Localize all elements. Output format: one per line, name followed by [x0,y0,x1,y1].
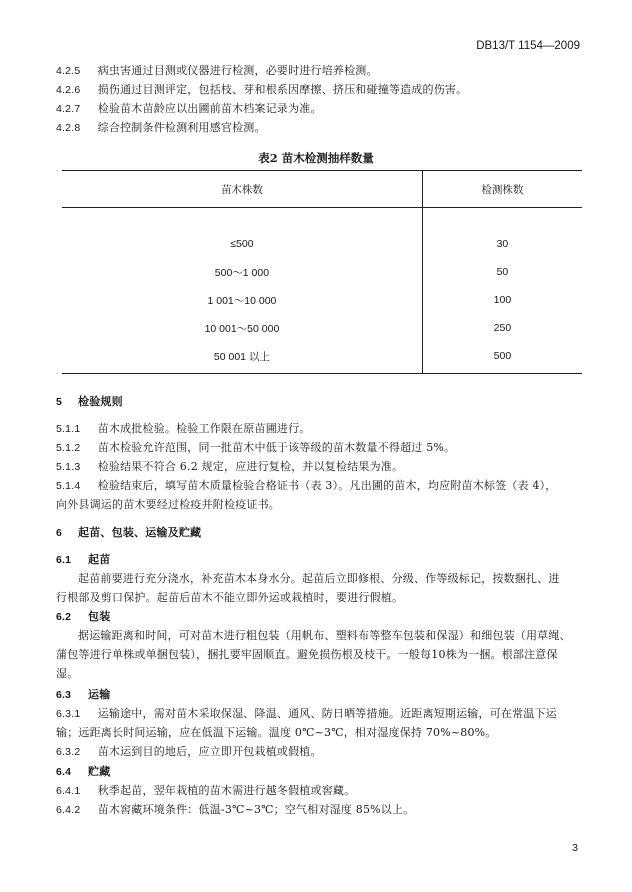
table-row: ≤500 30 [62,230,582,258]
section-6-heading: 6 起苗、包装、运输及贮藏 [56,526,202,539]
section-6-2-paragraph-line: 湿。 [56,667,79,680]
table-title: 表2 苗木检测抽样数量 [258,151,374,165]
document-code: DB13/T 1154—2009 [476,40,580,52]
clause-4-2-5: 4.2.5 病虫害通过目测或仪器进行检测，必要时进行培养检测。 [56,64,378,77]
section-6-1-heading: 6.1 起苗 [56,553,111,566]
clause-4-2-8: 4.2.8 综合控制条件检测利用感官检测。 [56,121,266,134]
clause-4-2-6: 4.2.6 损伤通过目测评定，包括枝、芽和根系因摩擦、挤压和碰撞等造成的伤害。 [56,83,468,96]
section-6-2-paragraph-line: 据运输距离和时间，可对苗木进行粗包装（用帆布、塑料布等整车包装和保湿）和细包装（用草绳、 [78,629,571,642]
clause-6-3-1: 6.3.1 运输途中，需对苗木采取保湿、降温、通风、防日晒等措施。近距离短期运输，可在常温下运 [56,707,557,720]
clause-5-1-2: 5.1.2 苗木检验允许范围，同一批苗木中低于该等级的苗木数量不得超过 5%。 [56,441,456,454]
section-6-2-paragraph-line: 蒲包等进行单株或单捆包装），捆扎要牢固顺直。避免损伤根及枝干。一般每10株为一捆。根部注意保 [56,648,558,661]
section-6-3-heading: 6.3 运输 [56,688,111,701]
table-row: 500～1 000 50 [62,258,582,286]
section-6-2-heading: 6.2 包装 [56,610,111,623]
clause-5-1-4: 5.1.4 检验结束后，填写苗木质量检验合格证书（表 3）。凡出圃的苗木，均应附苗木标签（表 4）， [56,479,557,492]
table-row: 50 001 以上 500 [62,342,582,374]
clause-6-3-2: 6.3.2 苗木运到目的地后，应立即开包栽植或假植。 [56,745,322,758]
table-header-test-count: 检测株数 [422,171,582,208]
clause-6-4-2: 6.4.2 苗木窖藏环境条件：低温-3℃~3℃；空气相对湿度 85%以上。 [56,803,415,816]
clause-6-4-1: 6.4.1 秋季起苗，翌年栽植的苗木需进行越冬假植或窖藏。 [56,784,356,797]
clause-5-1-4-continuation: 向外县调运的苗木要经过检疫并附检疫证书。 [56,498,280,511]
table-row: 10 001～50 000 250 [62,314,582,342]
clause-5-1-1: 5.1.1 苗木成批检验。检验工作限在原苗圃进行。 [56,422,311,435]
section-6-4-heading: 6.4 贮藏 [56,765,111,778]
section-6-1-paragraph-line: 行根部及剪口保护。起苗后苗木不能立即外运或栽植时，要进行假植。 [56,591,404,604]
table-header-seedling-count: 苗木株数 [62,171,422,208]
table-row: 1 001～10 000 100 [62,286,582,314]
clause-4-2-7: 4.2.7 检验苗木苗龄应以出圃前苗木档案记录为准。 [56,102,322,115]
section-5-heading: 5 检验规则 [56,395,123,408]
clause-5-1-3: 5.1.3 检验结果不符合 6.2 规定，应进行复检，并以复检结果为准。 [56,460,404,473]
sampling-table [62,170,582,374]
page-number: 3 [572,842,578,854]
clause-6-3-1-continuation: 输；远距离长时间运输，应在低温下运输。温度 0℃~3℃，相对湿度保持 70%~80%。 [56,726,497,739]
section-6-1-paragraph-line: 起苗前要进行充分浇水，补充苗木本身水分。起苗后立即修根、分级、作等级标记，按数捆扎、进 [78,572,560,585]
